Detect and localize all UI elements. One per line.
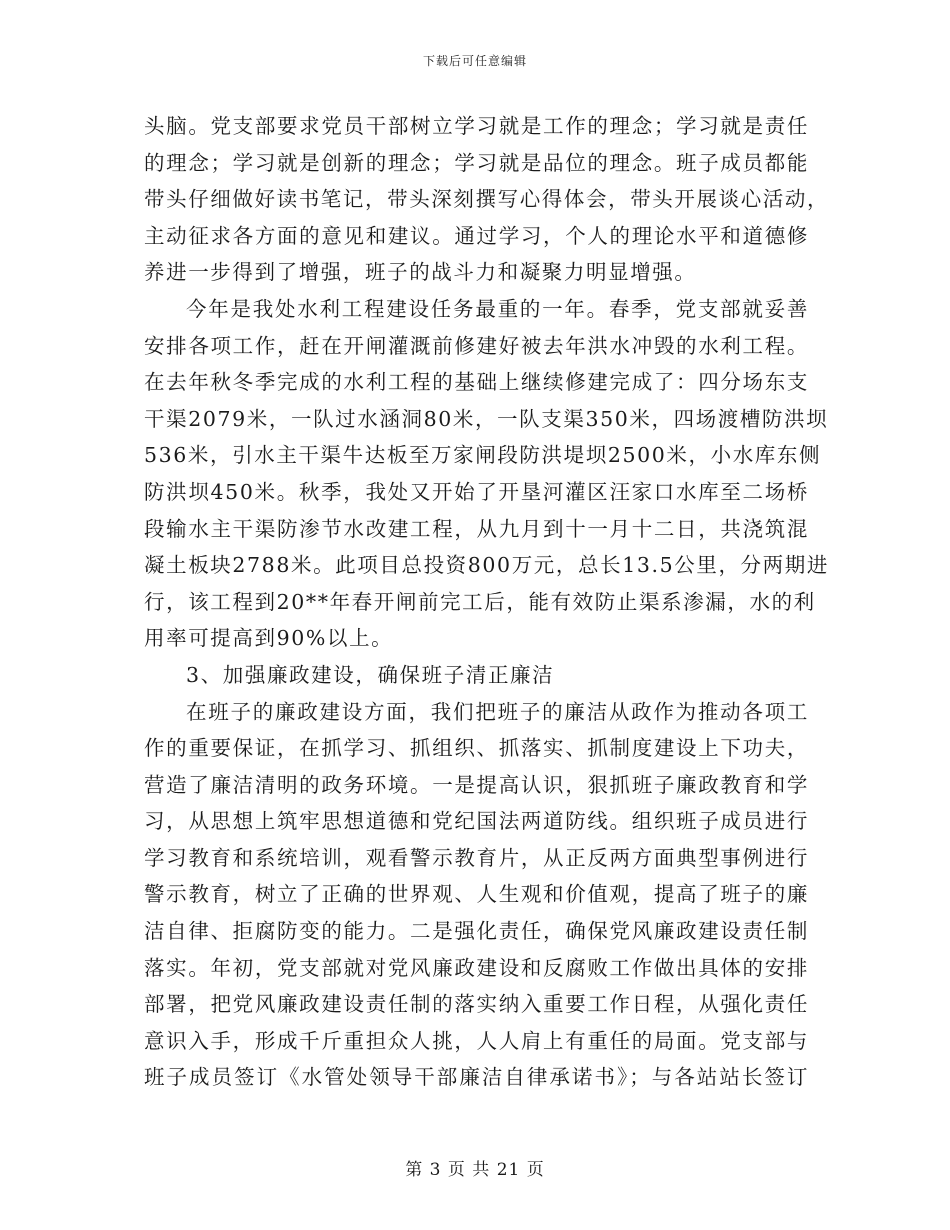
text-line: 的理念；学习就是创新的理念；学习就是品位的理念。班子成员都能	[144, 150, 809, 175]
text-line: 防洪坝450米。秋季，我处又开始了开垦河灌区汪家口水库至二场桥	[144, 479, 809, 504]
text-line: 干渠2079米，一队过水涵洞80米，一队支渠350米，四场渡槽防洪坝	[144, 406, 829, 431]
text-line: 部署，把党风廉政建设责任制的落实纳入重要工作日程，从强化责任	[144, 992, 809, 1017]
text-line: 段输水主干渠防渗节水改建工程，从九月到十一月十二日，共浇筑混	[144, 516, 809, 541]
text-line: 班子成员签订《水管处领导干部廉洁自律承诺书》；与各站站长签订	[144, 1065, 809, 1090]
text-line: 带头仔细做好读书笔记，带头深刻撰写心得体会，带头开展谈心活动，	[144, 187, 830, 212]
text-line: 习，从思想上筑牢思想道德和党纪国法两道防线。组织班子成员进行	[144, 809, 809, 834]
section-heading: 3、加强廉政建设，确保班子清正廉洁	[186, 662, 555, 687]
text-line: 在班子的廉政建设方面，我们把班子的廉洁从政作为推动各项工	[186, 699, 809, 724]
text-line: 学习教育和系统培训，观看警示教育片，从正反两方面典型事例进行	[144, 845, 809, 870]
text-line: 警示教育，树立了正确的世界观、人生观和价值观，提高了班子的廉	[144, 882, 809, 907]
text-line: 凝土板块2788米。此项目总投资800万元，总长13.5公里，分两期进	[144, 553, 829, 578]
text-line: 行，该工程到20**年春开闸前完工后，能有效防止渠系渗漏，水的利	[144, 589, 816, 614]
text-line: 安排各项工作，赶在开闸灌溉前修建好被去年洪水冲毁的水利工程。	[144, 333, 809, 358]
text-line: 洁自律、拒腐防变的能力。二是强化责任，确保党风廉政建设责任制	[144, 919, 809, 944]
text-line: 用率可提高到90%以上。	[144, 626, 394, 651]
document-body	[144, 108, 830, 1096]
text-line: 536米，引水主干渠牛达板至万家闸段防洪堤坝2500米，小水库东侧	[144, 443, 822, 468]
text-line: 意识入手，形成千斤重担众人挑，人人肩上有重任的局面。党支部与	[144, 1028, 809, 1053]
text-line: 今年是我处水利工程建设任务最重的一年。春季，党支部就妥善	[186, 296, 809, 321]
text-line: 养进一步得到了增强，班子的战斗力和凝聚力明显增强。	[144, 260, 697, 285]
text-line: 主动征求各方面的意见和建议。通过学习，个人的理论水平和道德修	[144, 223, 809, 248]
text-line: 头脑。党支部要求党员干部树立学习就是工作的理念；学习就是责任	[144, 114, 809, 138]
page-number-footer: 第 3 页 共 21 页	[405, 1160, 545, 1180]
text-line: 营造了廉洁清明的政务环境。一是提高认识，狠抓班子廉政教育和学	[144, 772, 809, 797]
text-line: 落实。年初，党支部就对党风廉政建设和反腐败工作做出具体的安排	[144, 955, 809, 980]
page-header-note: 下载后可任意编辑	[422, 54, 527, 68]
text-line: 作的重要保证，在抓学习、抓组织、抓落实、抓制度建设上下功夫，	[144, 736, 809, 761]
text-line: 在去年秋冬季完成的水利工程的基础上继续修建完成了：四分场东支	[144, 370, 809, 395]
